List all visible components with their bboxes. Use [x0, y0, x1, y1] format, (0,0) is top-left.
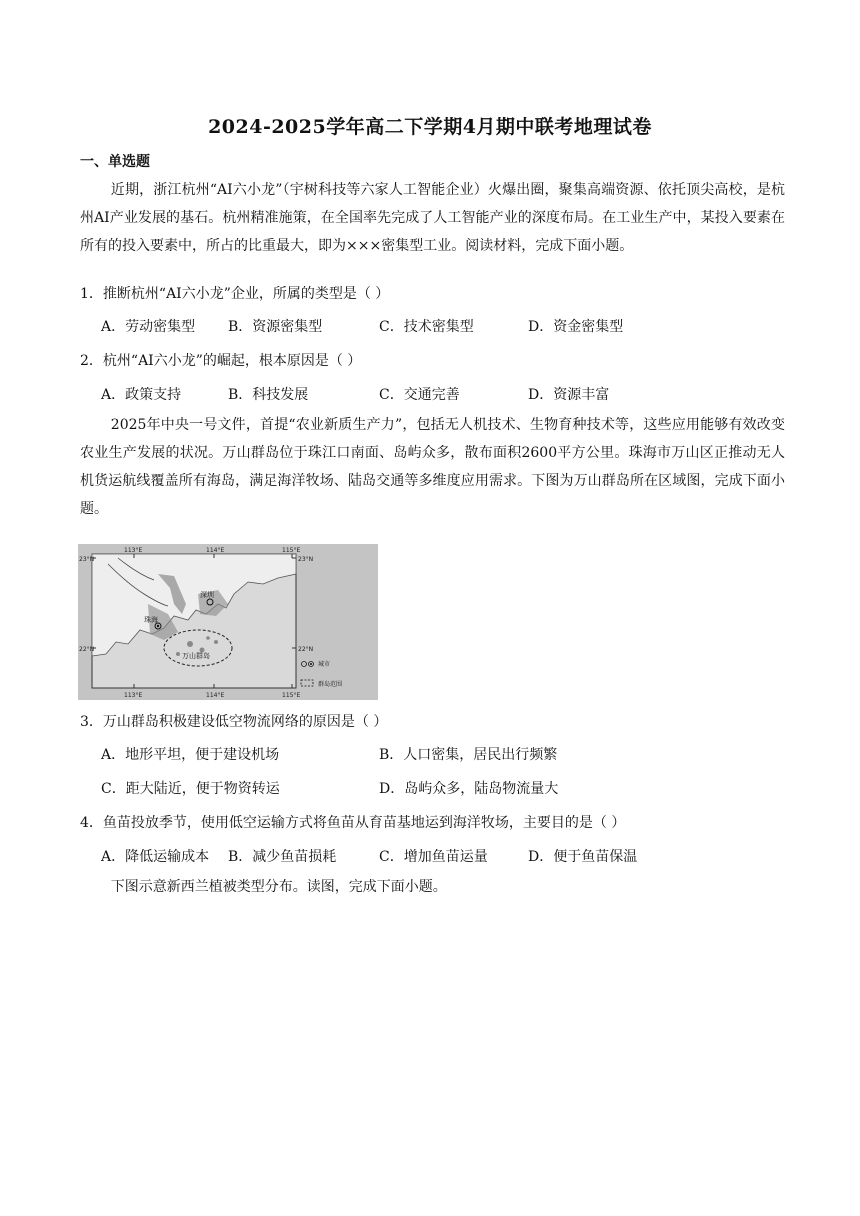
lon-label-top-2: 114°E — [206, 547, 225, 554]
q4-option-b[interactable]: B．减少鱼苗损耗 — [228, 849, 337, 865]
q3-option-b[interactable]: B．人口密集，居民出行频繁 — [379, 747, 558, 763]
q3-option-d[interactable]: D．岛屿众多，陆岛物流量大 — [379, 781, 559, 797]
q3-option-a[interactable]: A．地形平坦，便于建设机场 — [101, 747, 280, 763]
city-label-1: 深圳 — [200, 591, 214, 599]
q1-option-a[interactable]: A．劳动密集型 — [101, 319, 196, 335]
wanshan-islands-map — [78, 544, 378, 700]
passage-3: 下图示意新西兰植被类型分布。读图，完成下面小题。 — [110, 879, 447, 895]
lat-label-left-2: 22°N — [79, 646, 95, 653]
question-3-stem: 3．万山群岛积极建设低空物流网络的原因是（ ） — [80, 714, 388, 730]
lon-label-top-1: 113°E — [124, 547, 143, 554]
q2-option-d[interactable]: D．资源丰富 — [528, 387, 610, 403]
lon-label-top-3: 115°E — [282, 547, 301, 554]
city-label-2: 珠海 — [144, 616, 158, 624]
lat-label-right-2: 22°N — [298, 646, 314, 653]
question-2-stem: 2．杭州“AI六小龙”的崛起，根本原因是（ ） — [80, 353, 362, 369]
question-1-stem: 1．推断杭州“AI六小龙”企业，所属的类型是（ ） — [80, 286, 390, 302]
q4-option-a[interactable]: A．降低运输成本 — [101, 849, 210, 865]
lon-label-bottom-2: 114°E — [206, 692, 225, 699]
legend-city-label: 城市 — [318, 661, 331, 668]
q2-option-c[interactable]: C．交通完善 — [379, 387, 460, 403]
q1-option-d[interactable]: D．资金密集型 — [528, 319, 624, 335]
lat-label-left-1: 23°N — [79, 556, 95, 563]
q2-option-b[interactable]: B．科技发展 — [228, 387, 309, 403]
q2-option-a[interactable]: A．政策支持 — [101, 387, 182, 403]
legend-range-label: 群岛范围 — [318, 681, 343, 688]
q4-option-c[interactable]: C．增加鱼苗运量 — [379, 849, 488, 865]
island-group-label: 万山群岛 — [182, 652, 210, 660]
q4-option-d[interactable]: D．便于鱼苗保温 — [528, 849, 638, 865]
lon-label-bottom-3: 115°E — [282, 692, 301, 699]
q3-option-c[interactable]: C．距大陆近，便于物资转运 — [101, 781, 280, 797]
passage-2: 2025年中央一号文件，首提“农业新质生产力”，包括无人机技术、生物育种技术等，这些应用能够有效改变农业生产发展的状况。万山群岛位于珠江口南面、岛屿众多，散布面积2600平方公里。珠海市万山区正推动无人机货运航线覆盖所有海岛，满足海洋牧场、陆岛交通等多维度应用需求。下图为万山群岛所在区域图，完成下面小题。 — [80, 417, 785, 517]
q1-option-c[interactable]: C．技术密集型 — [379, 319, 474, 335]
lon-label-bottom-1: 113°E — [124, 692, 143, 699]
question-4-stem: 4．鱼苗投放季节，使用低空运输方式将鱼苗从育苗基地运到海洋牧场，主要目的是（ ） — [80, 815, 626, 831]
q1-option-b[interactable]: B．资源密集型 — [228, 319, 323, 335]
lat-label-right-1: 23°N — [298, 556, 314, 563]
section-heading: 一、单选题 — [80, 154, 150, 170]
passage-1: 近期，浙江杭州“AI六小龙”（宇树科技等六家人工智能企业）火爆出圈，聚集高端资源、依托顶尖高校，是杭州AI产业发展的基石。杭州精准施策，在全国率先完成了人工智能产业的深度布局。在工业生产中，某投入要素在所有的投入要素中，所占的比重最大，即为×××密集型工业。阅读材料，完成下面小题。 — [80, 182, 785, 254]
page-title: 2024-2025学年高二下学期4月期中联考地理试卷 — [208, 116, 652, 138]
